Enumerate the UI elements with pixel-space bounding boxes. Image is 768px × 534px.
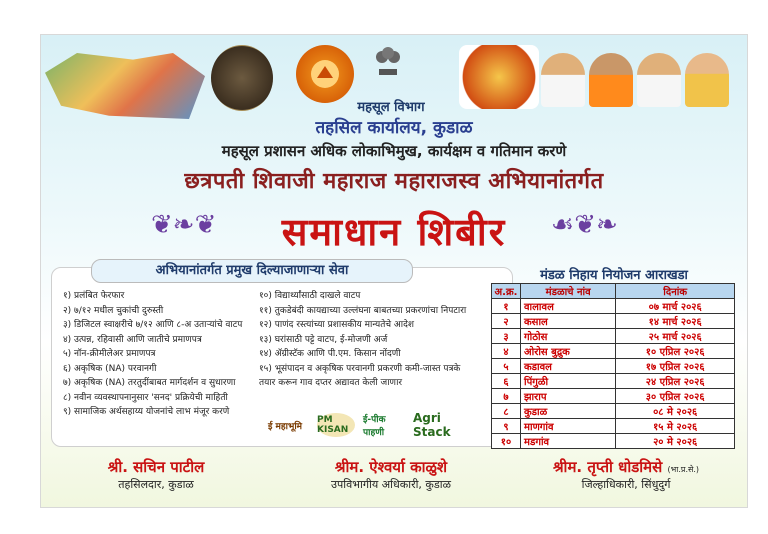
e-peek-pahani-logo: ई-पीक पाहणी <box>363 415 386 438</box>
row-number: ७ <box>492 389 521 404</box>
schedule-table <box>491 283 735 449</box>
service-item: १०) विद्यार्थ्यांसाठी दाखले वाटप <box>259 291 361 301</box>
table-row <box>492 314 735 329</box>
service-item: १३) घरांसाठी पट्टे वाटप, ई-मोजणी अर्ज <box>259 334 388 345</box>
row-number: ५ <box>492 359 521 374</box>
service-item: १५) भूसंपादन व अकृषिक परवानगी प्रकरणी कमी-जास्त पत्रके <box>259 363 461 374</box>
signatory-name: श्री. सचिन पाटील <box>107 458 205 476</box>
service-item: ७) अकृषिक (NA) तरतुदींबाबत मार्गदर्शन व सुधारणा <box>63 378 236 388</box>
row-date: १० एप्रिल २०२६ <box>616 344 735 359</box>
row-number: ३ <box>492 329 521 344</box>
office-name: तहसिल कार्यालय, कुडाळ <box>315 118 473 138</box>
schedule-heading: मंडळ निहाय नियोजन आराखडा <box>540 268 688 283</box>
row-number: ६ <box>492 374 521 389</box>
ornament-left-icon: ❦❧❦ <box>151 210 217 240</box>
leader-photo <box>589 53 633 107</box>
mandal-name: वालावल <box>521 299 616 314</box>
mandal-name: कडावल <box>521 359 616 374</box>
leaders-photos <box>541 45 741 107</box>
campaign-logo-icon <box>459 45 539 109</box>
services-heading: अभियानांतर्गत प्रमुख दिल्याजाणाऱ्या सेवा <box>91 259 413 283</box>
signatory-collector <box>511 457 741 492</box>
mandal-name: माणगांव <box>521 419 616 434</box>
service-item: ६) अकृषिक (NA) परवानगी <box>63 363 157 374</box>
signatory-suffix: (भा.प्र.से.) <box>667 465 700 474</box>
column-header: दिनांक <box>616 284 735 299</box>
row-number: ४ <box>492 344 521 359</box>
banner <box>40 34 748 508</box>
department-name: महसूल विभाग <box>357 100 425 115</box>
agri-stack-logo: Agri Stack <box>413 411 451 439</box>
mahabhumi-logo: ई महाभूमि <box>267 421 303 432</box>
table-row <box>492 359 735 374</box>
row-date: १४ मार्च २०२६ <box>616 314 735 329</box>
leader-photo <box>541 53 585 107</box>
service-item: ८) नवीन व्यवस्थापनानुसार 'सनद' प्रक्रियेची माहिती <box>63 392 228 403</box>
shivaji-seal-icon <box>211 45 273 111</box>
table-row <box>492 404 735 419</box>
leader-photo <box>637 53 681 107</box>
table-row <box>492 419 735 434</box>
row-number: ९ <box>492 419 521 434</box>
main-title: समाधान शिबीर <box>281 210 507 254</box>
service-item: तयार करून गाव दप्तर अद्यावत केली जाणार <box>259 378 403 388</box>
maharashtra-emblem-icon <box>296 45 354 103</box>
row-date: २० मे २०२६ <box>616 434 735 449</box>
row-date: ०८ मे २०२६ <box>616 404 735 419</box>
table-row <box>492 374 735 389</box>
table-row <box>492 329 735 344</box>
service-item: २) ७/१२ मधील चुकांची दुरुस्ती <box>63 305 164 316</box>
signatory-role: तहसिलदार, कुडाळ <box>118 478 194 491</box>
signatory-role: उपविभागीय अधिकारी, कुडाळ <box>331 478 451 491</box>
tagline: महसूल प्रशासन अधिक लोकाभिमुख, कार्यक्षम व गतिमान करणे <box>221 142 567 160</box>
app-logos <box>261 413 467 437</box>
service-item: १) प्रलंबित फेरफार <box>63 291 125 301</box>
row-number: ८ <box>492 404 521 419</box>
mandal-name: कसाल <box>521 314 616 329</box>
row-number: १० <box>492 434 521 449</box>
campaign-title: छत्रपती शिवाजी महाराज महाराजस्व अभियानांतर्गत <box>184 169 604 194</box>
row-number: १ <box>492 299 521 314</box>
table-row <box>492 434 735 449</box>
mandal-name: झाराप <box>521 389 616 404</box>
column-header: अ.क्र. <box>492 284 521 299</box>
column-header: मंडळाचे नांव <box>521 284 616 299</box>
schedule-header-row <box>492 284 735 299</box>
service-item: ३) डिजिटल स्वाक्षरीचे ७/१२ आणि ८-अ उताऱ्यांचे वाटप <box>63 320 243 330</box>
district-map-collage <box>45 53 205 119</box>
row-date: १७ एप्रिल २०२६ <box>616 359 735 374</box>
signatory-name: श्रीम. तृप्ती धोडमिसे <box>552 458 663 476</box>
service-item: ११) तुकडेबंदी कायद्याच्या उल्लंघना बाबतच्या प्रकरणांचा निपटारा <box>259 305 467 316</box>
service-item: ४) उत्पन्न, रहिवासी आणि जातीचे प्रमाणपत्र <box>63 334 202 345</box>
signatory-role: जिल्हाधिकारी, सिंधुदुर्ग <box>581 478 671 491</box>
signatory-tahsildar <box>71 457 241 492</box>
row-date: २४ एप्रिल २०२६ <box>616 374 735 389</box>
service-item: १४) ॲग्रीस्टॅक आणि पी.एम. किसान नोंदणी <box>259 349 401 359</box>
ashoka-emblem-icon <box>371 41 405 79</box>
mandal-name: मडगांव <box>521 434 616 449</box>
row-number: २ <box>492 314 521 329</box>
mandal-name: ओरोस बुद्रुक <box>521 344 616 359</box>
signatory-sdo <box>286 457 496 492</box>
ornament-right-icon: ☙❦❧ <box>551 210 618 240</box>
mandal-name: पिंगुळी <box>521 374 616 389</box>
row-date: २५ मार्च २०२६ <box>616 329 735 344</box>
row-date: ०७ मार्च २०२६ <box>616 299 735 314</box>
pm-kisan-logo: PM KISAN <box>317 413 355 437</box>
services-column-1 <box>63 289 242 420</box>
signatory-name: श्रीम. ऐश्वर्या काळुशे <box>334 458 448 476</box>
service-item: ५) नॉन-क्रीमीलेअर प्रमाणपत्र <box>63 349 156 359</box>
table-row <box>492 344 735 359</box>
table-row <box>492 389 735 404</box>
row-date: ३० एप्रिल २०२६ <box>616 389 735 404</box>
mandal-name: कुडाळ <box>521 404 616 419</box>
services-column-2 <box>259 289 466 391</box>
service-item: ९) सामाजिक अर्थसहाय्य योजनांचे लाभ मंजूर करणे <box>63 407 230 417</box>
leader-photo <box>685 53 729 107</box>
mandal-name: गोठोस <box>521 329 616 344</box>
row-date: १५ मे २०२६ <box>616 419 735 434</box>
service-item: १२) पाणंद रस्त्यांच्या प्रशासकीय मान्यतेचे आदेश <box>259 320 415 330</box>
table-row <box>492 299 735 314</box>
